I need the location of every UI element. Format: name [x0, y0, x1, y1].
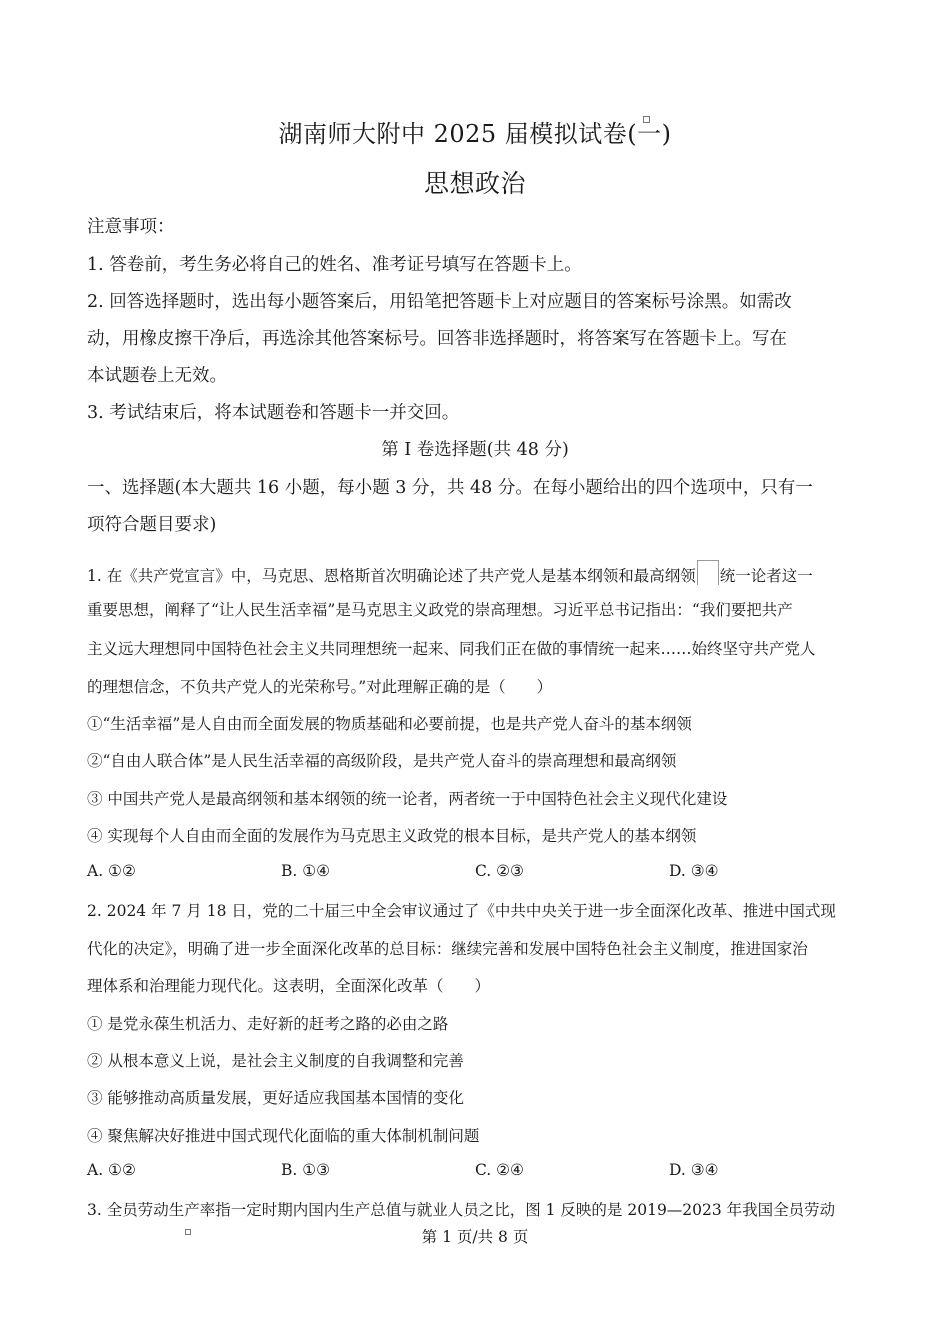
statement: ① 是党永葆生机活力、走好新的赶考之路的必由之路	[87, 1015, 449, 1033]
option-a: A. ①②	[87, 862, 136, 880]
question-1-stem: 重要思想，阐释了“让人民生活幸福”是马克思主义政党的崇高理想。习近平总书记指出：“我们要把共产	[87, 601, 793, 619]
option-d: D. ③④	[669, 862, 719, 880]
option-b: B. ①④	[281, 862, 331, 880]
section-title: 第 I 卷选择题(共 48 分)	[381, 440, 569, 460]
notice-line: 1. 答卷前，考生务必将自己的姓名、准考证号填写在答题卡上。	[87, 255, 582, 275]
question-1-stem-part: 统一论者这一	[719, 567, 813, 585]
mark-square	[643, 116, 650, 123]
statement: ②“自由人联合体”是人民生活幸福的高级阶段，是共产党人奋斗的崇高理想和最高纲领	[87, 752, 677, 770]
notice-heading: 注意事项：	[87, 217, 175, 237]
blank-box	[697, 560, 719, 585]
option-c: C. ②③	[475, 862, 524, 880]
option-d: D. ③④	[669, 1161, 719, 1179]
question-3-stem: 3. 全员劳动生产率指一定时期内国内生产总值与就业人员之比，图 1 反映的是 2019—2023 年我国全员劳动	[87, 1201, 836, 1219]
question-1-stem	[87, 560, 887, 586]
subject-title: 思想政治	[423, 169, 526, 198]
notice-line: 3. 考试结束后，将本试题卷和答题卡一并交回。	[87, 403, 460, 423]
notice-line: 本试题卷上无效。	[87, 366, 227, 386]
section-instruction: 一、选择题(本大题共 16 小题，每小题 3 分，共 48 分。在每小题给出的四个选项中，只有一	[87, 478, 813, 498]
question-1-stem: 的理想信念，不负共产党人的光荣称号。”对此理解正确的是（ ）	[87, 678, 553, 696]
option-c: C. ②④	[475, 1161, 524, 1179]
option-a: A. ①②	[87, 1161, 136, 1179]
statement: ③ 中国共产党人是最高纲领和基本纲领的统一论者，两者统一于中国特色社会主义现代化建设	[87, 790, 728, 808]
notice-line: 动，用橡皮擦干净后，再选涂其他答案标号。回答非选择题时，将答案写在答题卡上。写在	[87, 329, 787, 349]
question-2-stem: 代化的决定》，明确了进一步全面深化改革的总目标：继续完善和发展中国特色社会主义制度，推进国家治	[87, 940, 808, 958]
page-footer: 第 1 页/共 8 页	[421, 1228, 529, 1246]
exam-title: 湖南师大附中 2025 届模拟试卷(一)	[278, 120, 672, 148]
question-1-stem-part: 1. 在《共产党宣言》中，马克思、恩格斯首次明确论述了共产党人是基本纲领和最高纲领	[87, 567, 696, 585]
option-b: B. ①③	[281, 1161, 331, 1179]
notice-line: 2. 回答选择题时，选出每小题答案后，用铅笔把答题卡上对应题目的答案标号涂黑。如需改	[87, 292, 792, 312]
question-1-stem: 主义远大理想同中国特色社会主义共同理想统一起来、同我们正在做的事情统一起来……始终坚守共产党人	[87, 640, 816, 658]
question-2-stem: 2. 2024 年 7 月 18 日，党的二十届三中全会审议通过了《中共中央关于进一步全面深化改革、推进中国式现	[87, 902, 836, 920]
statement: ③ 能够推动高质量发展，更好适应我国基本国情的变化	[87, 1089, 464, 1107]
statement: ② 从根本意义上说，是社会主义制度的自我调整和完善	[87, 1052, 464, 1070]
statement: ④ 实现每个人自由而全面的发展作为马克思主义政党的根本目标，是共产党人的基本纲领	[87, 827, 697, 845]
statement: ①“生活幸福”是人自由而全面发展的物质基础和必要前提，也是共产党人奋斗的基本纲领	[87, 715, 692, 733]
question-2-stem: 理体系和治理能力现代化。这表明，全面深化改革（ ）	[87, 977, 491, 995]
statement: ④ 聚焦解决好推进中国式现代化面临的重大体制机制问题	[87, 1127, 480, 1145]
section-instruction: 项符合题目要求)	[87, 515, 217, 535]
